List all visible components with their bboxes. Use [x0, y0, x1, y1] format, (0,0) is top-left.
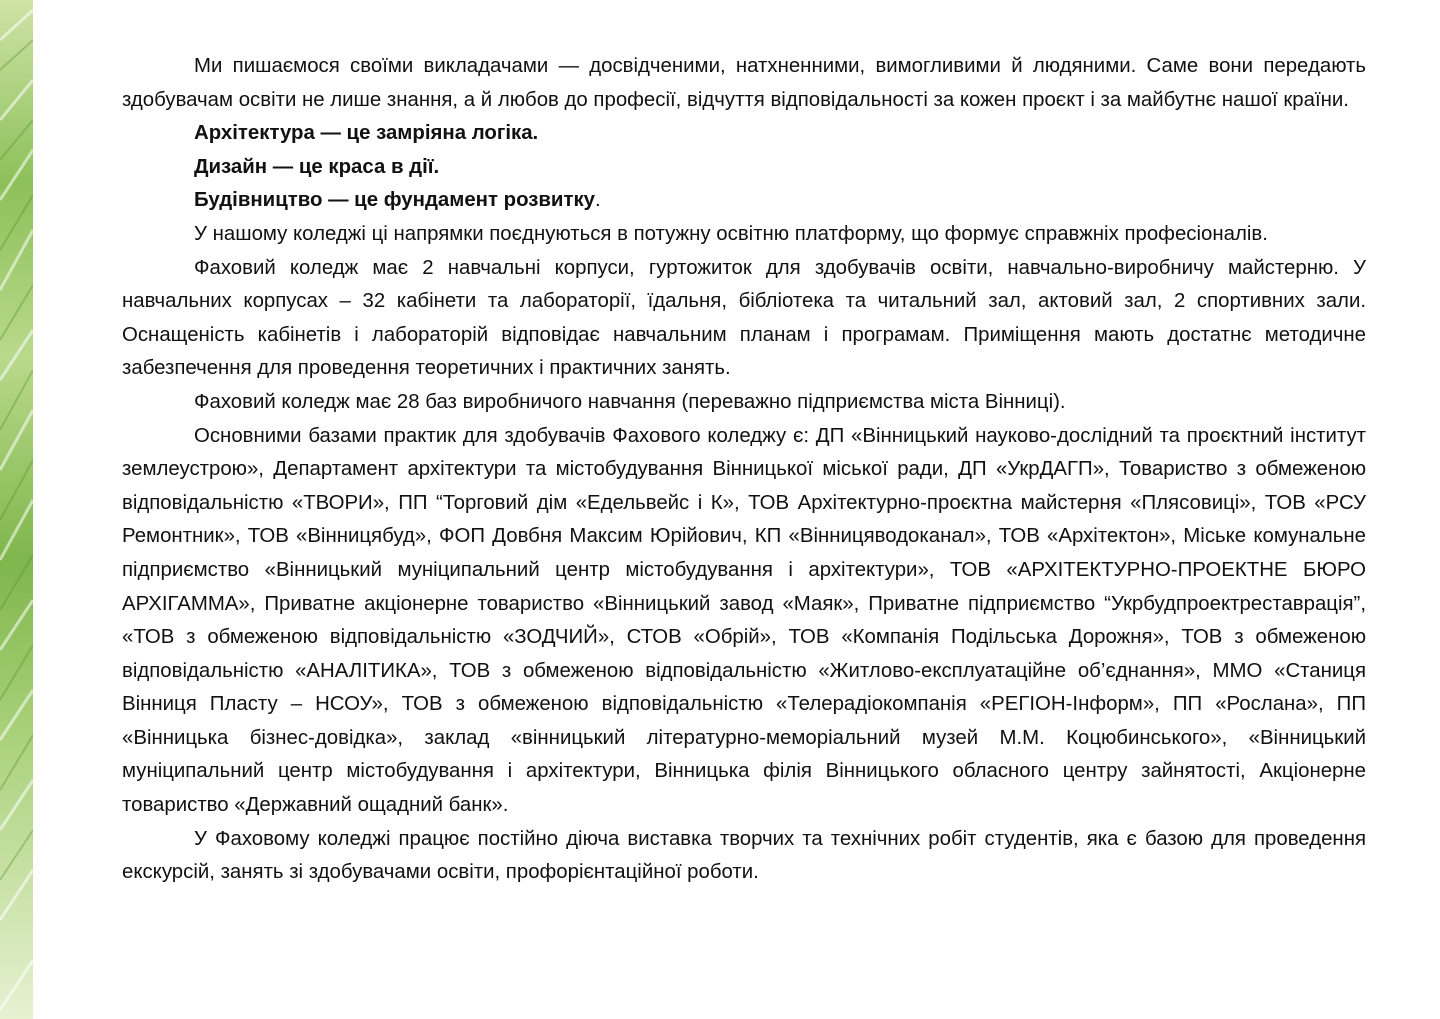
document-body — [122, 50, 1366, 890]
motto-construction — [122, 184, 1366, 218]
paragraph-exhibition: У Фаховому коледжі працює постійно діюча виставка творчих та технічних робіт студентів, яка є базою для проведення екскурсій, занять зі здобувачами освіти, профорієнтаційної роботи. — [122, 827, 1366, 884]
paragraph-training-bases: Фаховий коледж має 28 баз виробничого навчання (переважно підприємства міста Вінниці). — [194, 390, 1066, 413]
decorative-side-strip — [0, 0, 33, 1019]
paragraph-platform: У нашому коледжі ці напрямки поєднуються в потужну освітню платформу, що формує справжніх професіоналів. — [194, 222, 1268, 245]
leaf-stripes-graphic — [0, 0, 33, 1019]
paragraph-facilities: Фаховий коледж має 2 навчальні корпуси, гуртожиток для здобувачів освіти, навчально-виробничу майстерню. У навчальних корпусах – 32 кабінети та лабораторії, їдальня, бібліотека та читальний зал, актовий зал, 2 спортивних зали. Оснащеність кабінетів і лабораторій відповідає навчальним планам і програмам. Приміщення мають достатнє методичне забезпечення для проведення теоретичних і практичних занять. — [122, 256, 1366, 380]
motto-construction-period: . — [595, 189, 601, 212]
paragraph-teachers: Ми пишаємося своїми викладачами — досвідченими, натхненними, вимогливими й людяними. Саме вони передають здобувачам освіти не лише знання, а й любов до професії, відчуття відповідальності за кожен проєкт і за майбутнє нашої країни. — [122, 55, 1366, 111]
paragraph-practice-bases: Основними базами практик для здобувачів Фахового коледжу є: ДП «Вінницький науково-дослідний та проєктний інститут землеустрою», Департамент архітектури та містобудування Вінницької міської ради, ДП «УкрДАГП», Товариство з обмеженою відповідальністю «ТВОРИ», ПП “Торговий дім «Едельвейс і К», ТОВ Архітектурно-проєктна майстерня «Плясовиці», ТОВ «РСУ Ремонтник», ТОВ «Вінницябуд», ФОП Довбня Максим Юрійович, КП «Вінницяводоканал», ТОВ «Архітектон», Міське комунальне підприємство «Вінницький муніципальний центр містобудування і архітектури», ТОВ «АРХІТЕКТУРНО-ПРОЕКТНЕ БЮРО АРХІГАММА», Приватне акціонерне товариство «Вінницький завод «Маяк», Приватне підприємство “Укрбудпроектреставрація”, «ТОВ з обмеженою відповідальністю «ЗОДЧИЙ», СТОВ «Обрій», ТОВ «Компанія Подільська Дорожня», ТОВ з обмеженою відповідальністю «АНАЛІТИКА», ТОВ з обмеженою відповідальністю «Житлово-експлуатаційне об’єднання», ММО «Станиця Вінниця Пласту – НСОУ», ТОВ з обмеженою відповідальністю «Телерадіокомпанія «РЕГІОН-Інформ», ПП «Рослана», ПП «Вінницька бізнес-довідка», заклад «вінницький літературно-меморіальний музей М.М. Коцюбинського», «Вінницький муніципальний центр містобудування і архітектури, Вінницька філія Вінницького обласного центру зайнятості, Акціонерне товариство «Державний ощадний банк». — [122, 424, 1366, 817]
motto-design: Дизайн — це краса в дії. — [194, 155, 440, 178]
motto-architecture: Архітектура — це замріяна логіка. — [194, 122, 539, 145]
motto-construction-text: Будівництво — це фундамент розвитку — [194, 189, 596, 212]
